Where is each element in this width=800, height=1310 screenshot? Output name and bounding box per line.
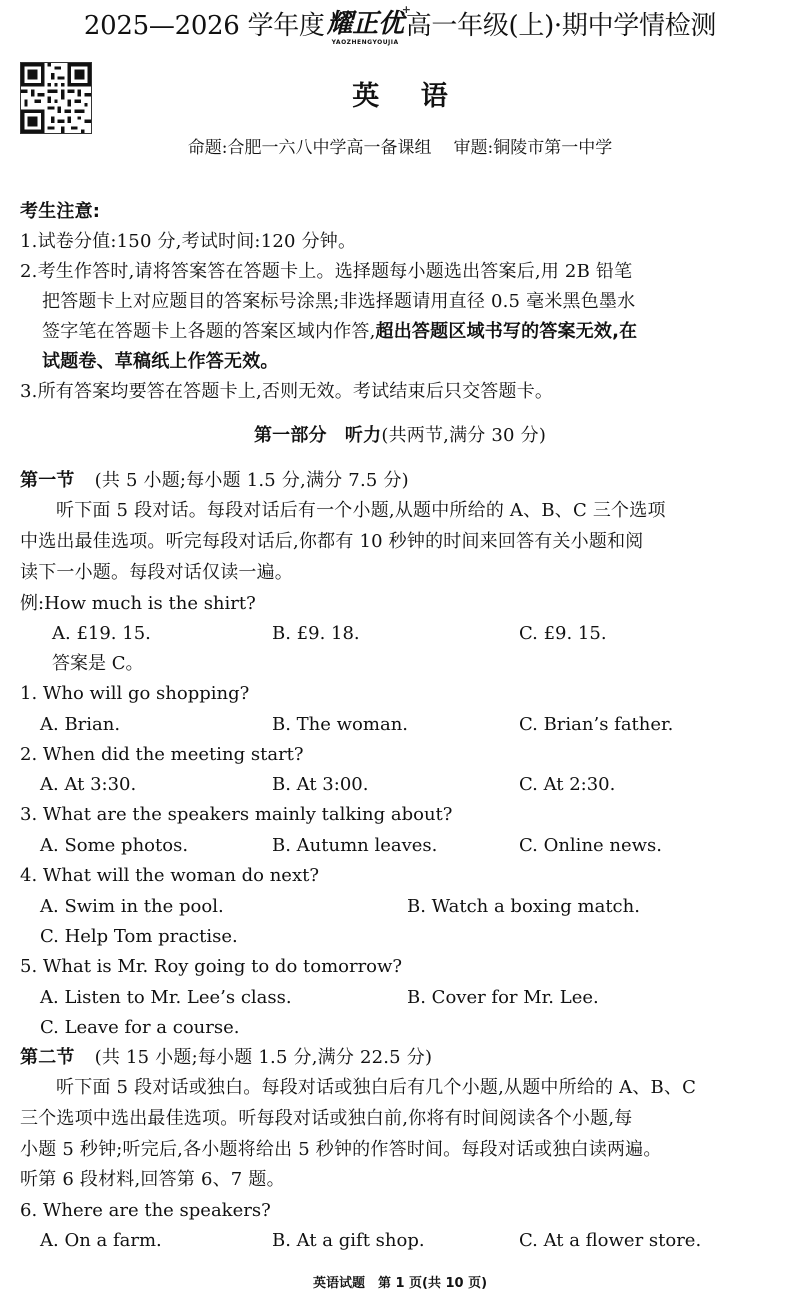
example-option-a: A. £19. 15. xyxy=(52,623,151,644)
question-4-option-b: B. Watch a boxing match. xyxy=(407,896,640,917)
question-5-option-b: B. Cover for Mr. Lee. xyxy=(407,987,599,1008)
question-6-option-c: C. At a flower store. xyxy=(519,1230,702,1251)
section-2-instruction-line-1: 听下面 5 段对话或独白。每段对话或独白后有几个小题,从题中所给的 A、B、C xyxy=(56,1077,697,1098)
question-2-option-c: C. At 2:30. xyxy=(519,774,616,795)
section-1-instruction-line-2: 中选出最佳选项。听完每段对话后,你都有 10 秒钟的时间来回答有关小题和阅 xyxy=(20,531,644,552)
section-2-title: 第二节 xyxy=(20,1047,75,1068)
question-5: 5. What is Mr. Roy going to do tomorrow? xyxy=(20,956,403,977)
question-3-option-c: C. Online news. xyxy=(519,835,663,856)
page-header xyxy=(0,3,800,52)
notice-item-2-line-2: 把答题卡上对应题目的答案标号涂黑;非选择题请用直径 0.5 毫米黑色墨水 xyxy=(42,291,636,312)
exam-title-suffix: 高一年级(上)·期中学情检测 xyxy=(405,11,717,41)
question-6-option-a: A. On a farm. xyxy=(40,1230,162,1251)
example-answer: 答案是 C。 xyxy=(52,653,144,674)
notice-warning-1: 超出答题区域书写的答案无效,在 xyxy=(375,321,638,342)
example-question: 例:How much is the shirt? xyxy=(20,593,256,614)
notice-item-2-line-3 xyxy=(42,317,785,347)
section-2-detail: (共 15 小题;每小题 1.5 分,满分 22.5 分) xyxy=(94,1047,433,1068)
section-1-heading xyxy=(20,466,785,496)
section-2-material: 听第 6 段材料,回答第 6、7 题。 xyxy=(20,1169,285,1190)
question-1: 1. Who will go shopping? xyxy=(20,683,250,704)
part-1-title-detail: (共两节,满分 30 分) xyxy=(381,425,547,446)
brand-subtitle: YAOZHENGYOUJIA xyxy=(331,39,399,46)
exam-title xyxy=(0,3,800,46)
brand-name: 耀正优 xyxy=(326,9,404,39)
question-3-option-a: A. Some photos. xyxy=(40,835,189,856)
notice-item-2-line-1: 2.考生作答时,请将答案答在答题卡上。选择题每小题选出答案后,用 2B 铅笔 xyxy=(20,261,633,282)
question-5-option-c: C. Leave for a course. xyxy=(40,1017,240,1038)
question-4-option-a: A. Swim in the pool. xyxy=(40,896,224,917)
notice-item-2-line-3-normal: 签字笔在答题卡上各题的答案区域内作答, xyxy=(42,321,376,342)
question-1-option-a: A. Brian. xyxy=(40,714,121,735)
section-2-instruction-line-2: 三个选项中选出最佳选项。听每段对话或独白前,你将有时间阅读各个小题,每 xyxy=(20,1108,633,1129)
section-2-instruction-line-3: 小题 5 秒钟;听完后,各小题将给出 5 秒钟的作答时间。每段对话或独白读两遍。 xyxy=(20,1139,662,1160)
question-2-option-b: B. At 3:00. xyxy=(272,774,369,795)
author-credit: 命题:合肥一六八中学高一备课组 xyxy=(187,138,432,158)
question-2: 2. When did the meeting start? xyxy=(20,744,304,765)
question-5-option-a: A. Listen to Mr. Lee’s class. xyxy=(40,987,292,1008)
question-1-option-b: B. The woman. xyxy=(272,714,409,735)
credits xyxy=(0,136,800,160)
subject-title: 英 语 xyxy=(352,81,464,112)
notice-item-1: 1.试卷分值:150 分,考试时间:120 分钟。 xyxy=(20,231,357,252)
notice-item-3: 3.所有答案均要答在答题卡上,否则无效。考试结束后只交答题卡。 xyxy=(20,381,554,402)
notice-warning-2: 试题卷、草稿纸上作答无效。 xyxy=(42,351,279,372)
reviewer-credit: 审题:铜陵市第一中学 xyxy=(453,138,613,158)
page-footer: 英语试题 第 1 页(共 10 页) xyxy=(312,1276,488,1291)
brand-logo xyxy=(326,3,411,46)
brand-plus-icon: + xyxy=(401,3,411,16)
example-option-b: B. £9. 18. xyxy=(272,623,360,644)
question-2-option-a: A. At 3:30. xyxy=(40,774,137,795)
question-3-option-b: B. Autumn leaves. xyxy=(272,835,438,856)
question-3: 3. What are the speakers mainly talking about? xyxy=(20,804,453,825)
question-4: 4. What will the woman do next? xyxy=(20,865,319,886)
question-6: 6. Where are the speakers? xyxy=(20,1200,271,1221)
section-1-title: 第一节 xyxy=(20,470,75,491)
exam-title-prefix: 2025—2026 学年度 xyxy=(83,11,325,41)
part-1-title-main: 第一部分 听力 xyxy=(253,425,382,446)
example-option-c: C. £9. 15. xyxy=(519,623,607,644)
section-2-heading xyxy=(20,1043,785,1073)
question-1-option-c: C. Brian’s father. xyxy=(519,714,674,735)
section-1-instruction-line-3: 读下一小题。每段对话仅读一遍。 xyxy=(20,562,293,583)
section-1-detail: (共 5 小题;每小题 1.5 分,满分 7.5 分) xyxy=(94,470,409,491)
question-4-option-c: C. Help Tom practise. xyxy=(40,926,238,947)
notice-title: 考生注意: xyxy=(20,201,101,222)
section-1-instruction-line-1: 听下面 5 段对话。每段对话后有一个小题,从题中所给的 A、B、C 三个选项 xyxy=(56,500,666,521)
part-1-title xyxy=(0,421,800,451)
question-6-option-b: B. At a gift shop. xyxy=(272,1230,425,1251)
